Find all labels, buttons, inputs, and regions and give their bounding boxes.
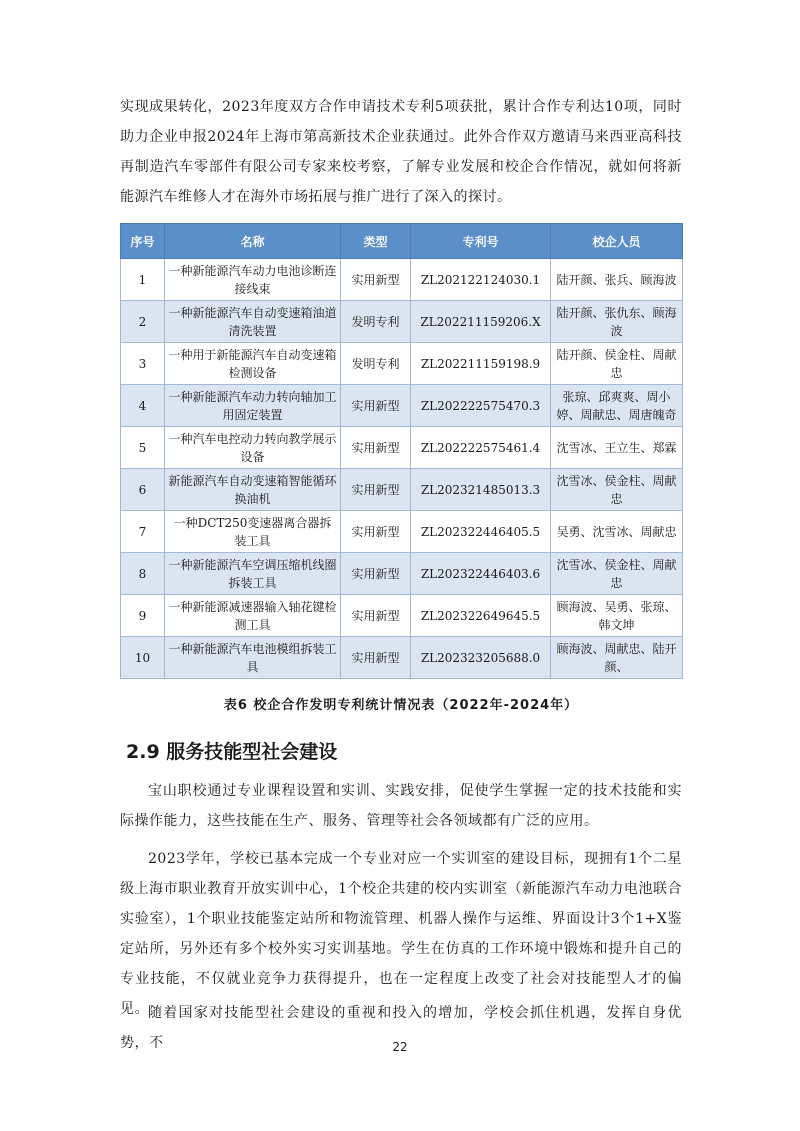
cell-type: 实用新型 <box>341 469 411 511</box>
table-row <box>121 427 683 469</box>
section-heading: 2.9 服务技能型社会建设 <box>126 741 338 763</box>
header-no: 序号 <box>121 224 165 259</box>
cell-no: 9 <box>121 595 165 637</box>
cell-staff: 吴勇、沈雪冰、周献忠 <box>551 511 683 553</box>
table-row <box>121 301 683 343</box>
cell-staff: 沈雪冰、侯金柱、周献忠 <box>551 553 683 595</box>
cell-patent: ZL202211159198.9 <box>411 343 551 385</box>
cell-patent: ZL202211159206.X <box>411 301 551 343</box>
cell-patent: ZL202122124030.1 <box>411 259 551 301</box>
table-row <box>121 469 683 511</box>
intro-paragraph: 实现成果转化，2023年度双方合作申请技术专利5项获批，累计合作专利达10项，同时助力企业申报2024年上海市第高新技术企业获通过。此外合作双方邀请马来西亚高科技再制造汽车零部件有限公司专家来校考察，了解专业发展和校企合作情况，就如何将新能源汽车维修人才在海外市场拓展与推广进行了深入的探讨。 <box>120 99 682 205</box>
cell-patent: ZL202322446403.6 <box>411 553 551 595</box>
header-type: 类型 <box>341 224 411 259</box>
header-patent: 专利号 <box>411 224 551 259</box>
cell-staff: 顾海波、吴勇、张琼、韩文坤 <box>551 595 683 637</box>
table-row <box>121 637 683 679</box>
cell-type: 实用新型 <box>341 637 411 679</box>
body-paragraph: 2023学年，学校已基本完成一个专业对应一个实训室的建设目标，现拥有1个二星级上海市职业教育开放实训中心，1个校企共建的校内实训室（新能源汽车动力电池联合实验室），1个职业技能鉴定站所和物流管理、机器人操作与运维、界面设计3个1+X鉴定站所，另外还有多个校外实习实训基地。学生在仿真的工作环境中锻炼和提升自己的专业技能，不仅就业竞争力获得提升，也在一定程度上改变了社会对技能型人才的偏见。 <box>120 851 682 1017</box>
cell-type: 实用新型 <box>341 427 411 469</box>
table-row <box>121 343 683 385</box>
cell-no: 6 <box>121 469 165 511</box>
cell-no: 1 <box>121 259 165 301</box>
cell-type: 发明专利 <box>341 343 411 385</box>
cell-staff: 沈雪冰、侯金柱、周献忠 <box>551 469 683 511</box>
table-row <box>121 259 683 301</box>
header-staff: 校企人员 <box>551 224 683 259</box>
cell-no: 7 <box>121 511 165 553</box>
patent-table <box>120 223 683 679</box>
table-row <box>121 511 683 553</box>
table-caption: 表6 校企合作发明专利统计情况表（2022年-2024年） <box>223 698 579 713</box>
cell-patent: ZL202222575470.3 <box>411 385 551 427</box>
cell-patent: ZL202321485013.3 <box>411 469 551 511</box>
cell-name: 一种新能源汽车电池模组拆装工具 <box>165 637 341 679</box>
cell-patent: ZL202322446405.5 <box>411 511 551 553</box>
cell-name: 新能源汽车自动变速箱智能循环换油机 <box>165 469 341 511</box>
header-name: 名称 <box>165 224 341 259</box>
cell-name: 一种新能源减速器输入轴花键检测工具 <box>165 595 341 637</box>
cell-no: 3 <box>121 343 165 385</box>
cell-no: 5 <box>121 427 165 469</box>
cell-type: 发明专利 <box>341 301 411 343</box>
cell-staff: 陆开颜、张兵、顾海波 <box>551 259 683 301</box>
cell-type: 实用新型 <box>341 553 411 595</box>
cell-staff: 顾海波、周献忠、陆开颜、 <box>551 637 683 679</box>
cell-patent: ZL202323205688.0 <box>411 637 551 679</box>
page-number: 22 <box>392 1040 408 1054</box>
cell-type: 实用新型 <box>341 385 411 427</box>
cell-no: 10 <box>121 637 165 679</box>
cell-staff: 张琼、邱爽爽、周小婷、周献忠、周唐魄奇 <box>551 385 683 427</box>
table-row <box>121 553 683 595</box>
cell-type: 实用新型 <box>341 511 411 553</box>
cell-no: 4 <box>121 385 165 427</box>
table-row <box>121 385 683 427</box>
cell-name: 一种新能源汽车动力转向轴加工用固定装置 <box>165 385 341 427</box>
table-header-row <box>121 224 683 259</box>
body-paragraph: 宝山职校通过专业课程设置和实训、实践安排，促使学生掌握一定的技术技能和实际操作能力，这些技能在生产、服务、管理等社会各领域都有广泛的应用。 <box>120 783 682 829</box>
cell-staff: 陆开颜、侯金柱、周献忠 <box>551 343 683 385</box>
cell-no: 2 <box>121 301 165 343</box>
cell-name: 一种用于新能源汽车自动变速箱检测设备 <box>165 343 341 385</box>
table-row <box>121 595 683 637</box>
cell-patent: ZL202222575461.4 <box>411 427 551 469</box>
cell-name: 一种新能源汽车自动变速箱油道清洗装置 <box>165 301 341 343</box>
cell-type: 实用新型 <box>341 259 411 301</box>
body-paragraph: 随着国家对技能型社会建设的重视和投入的增加，学校会抓住机遇，发挥自身优势，不 <box>120 1005 682 1051</box>
cell-name: 一种DCT250变速器离合器拆装工具 <box>165 511 341 553</box>
cell-name: 一种汽车电控动力转向教学展示设备 <box>165 427 341 469</box>
cell-name: 一种新能源汽车动力电池诊断连接线束 <box>165 259 341 301</box>
cell-staff: 陆开颜、张仇东、顾海波 <box>551 301 683 343</box>
cell-no: 8 <box>121 553 165 595</box>
cell-patent: ZL202322649645.5 <box>411 595 551 637</box>
cell-name: 一种新能源汽车空调压缩机线圈拆装工具 <box>165 553 341 595</box>
cell-type: 实用新型 <box>341 595 411 637</box>
cell-staff: 沈雪冰、王立生、郑霖 <box>551 427 683 469</box>
